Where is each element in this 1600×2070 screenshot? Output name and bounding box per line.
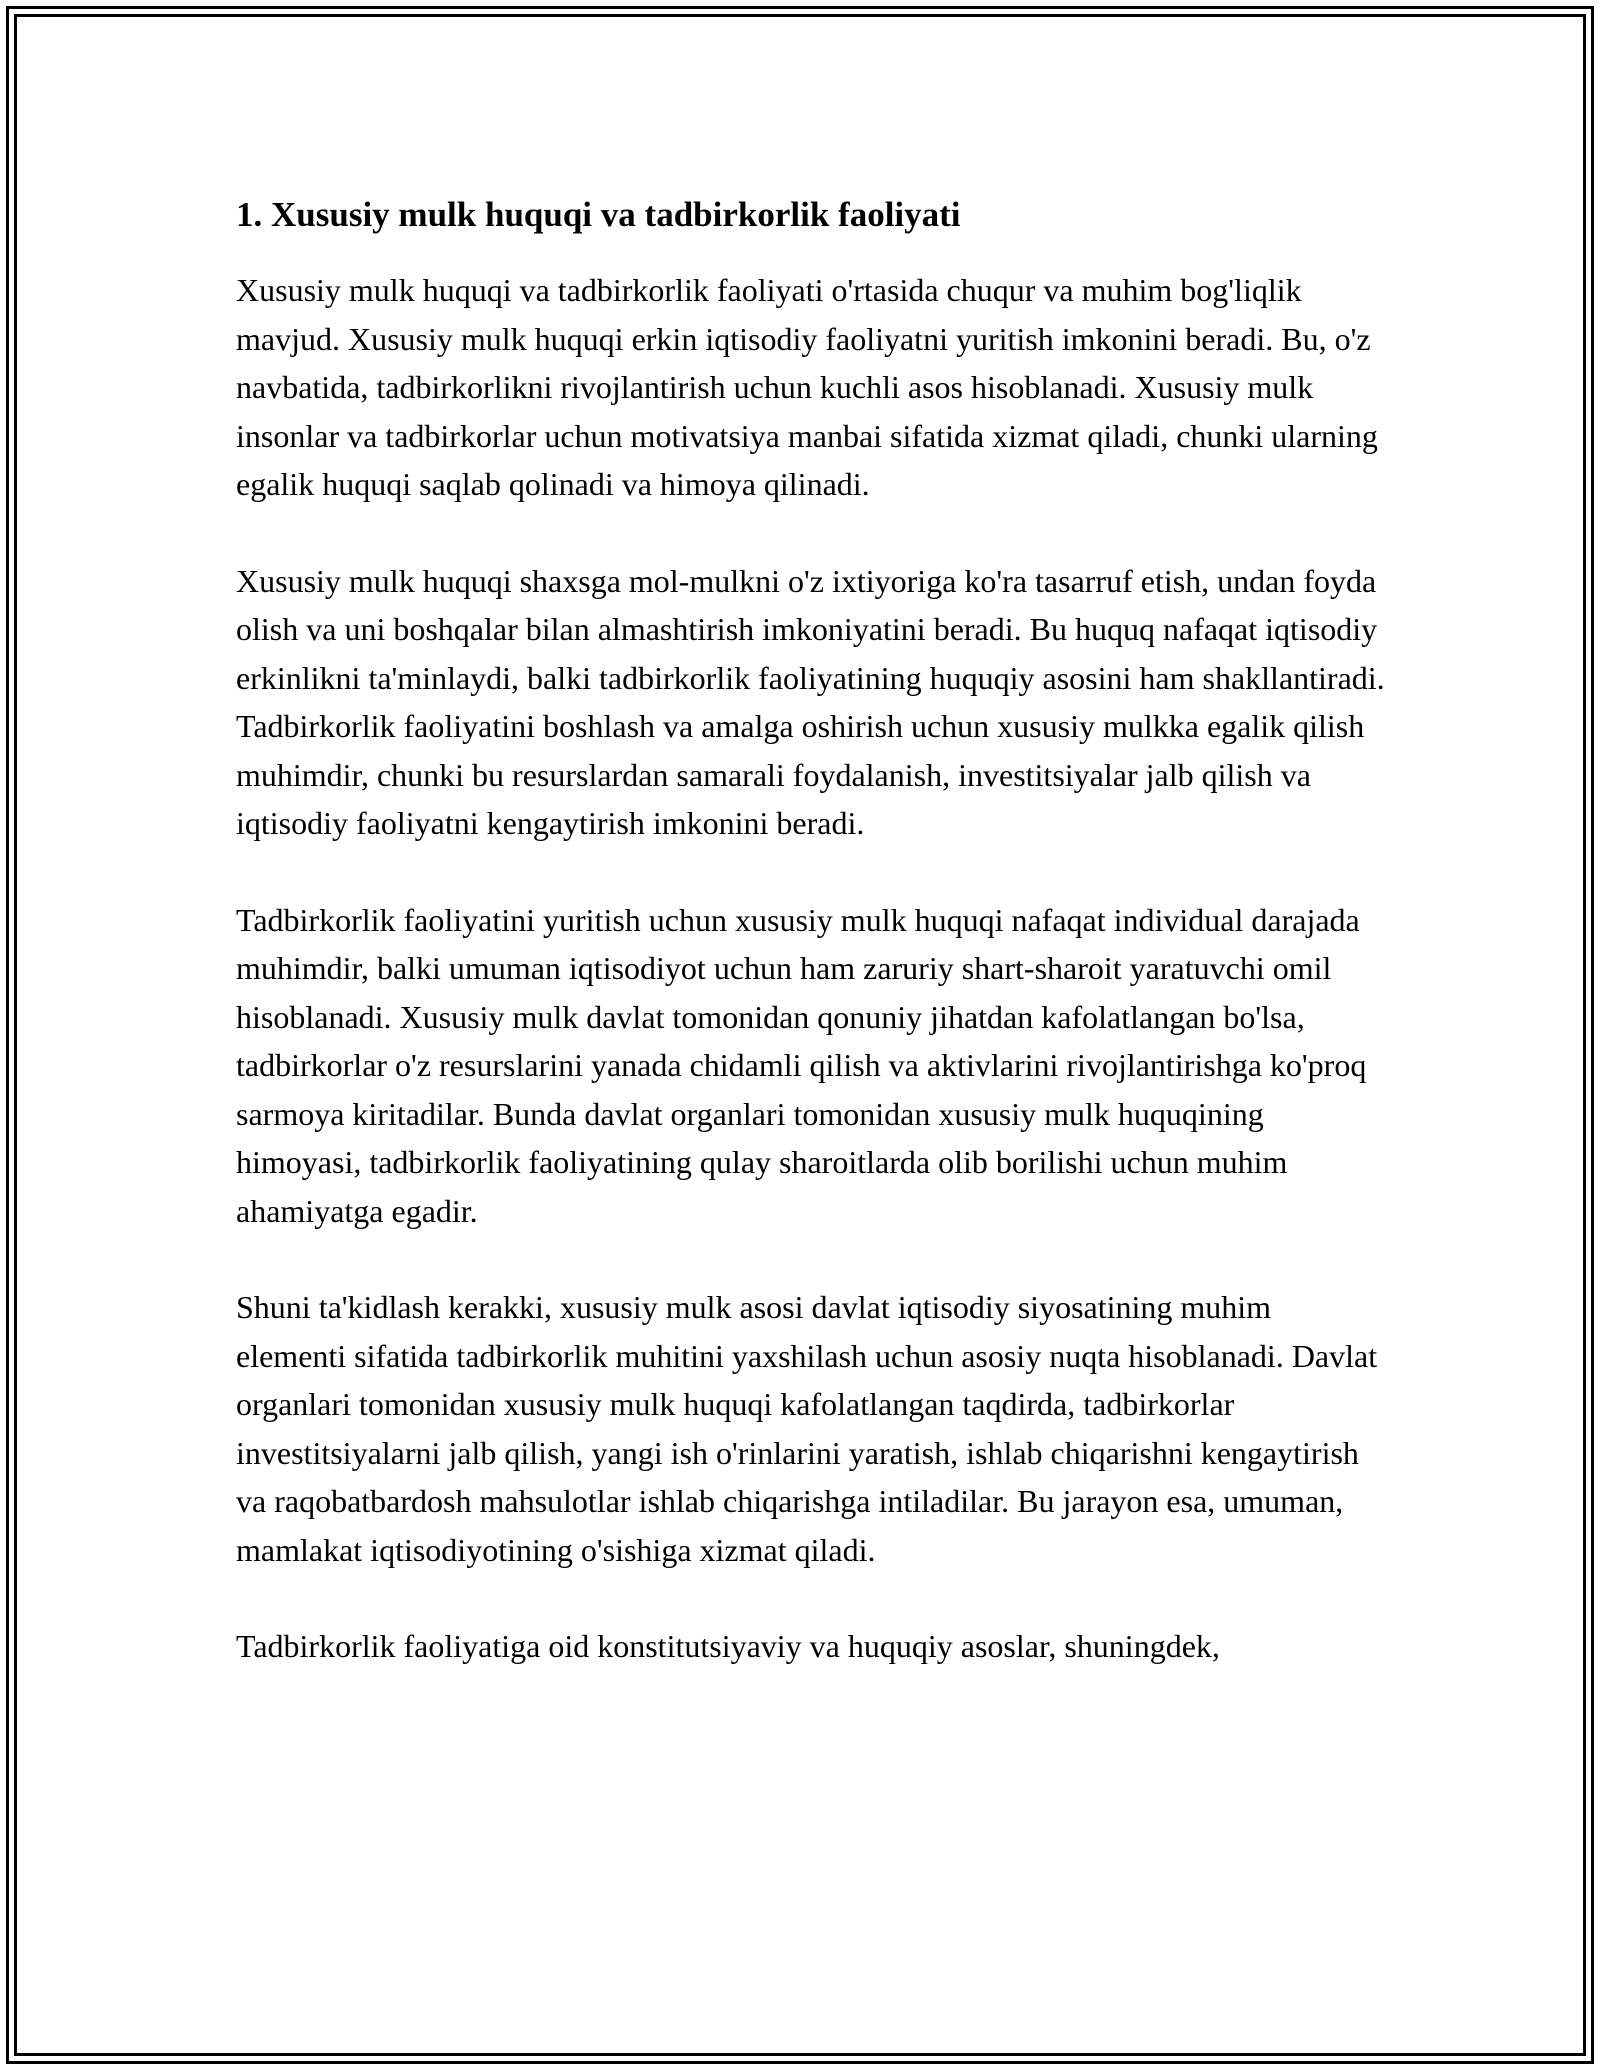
paragraph-1: Xususiy mulk huquqi va tadbirkorlik faoliyati o'rtasida chuqur va muhim bog'liqlik mavjud. Xususiy mulk huquqi erkin iqtisodiy faoliyatni yuritish imkonini beradi. Bu, o'z navbatida, tadbirkorlikni rivojlantirish uchun kuchli asos hisoblanadi. Xususiy mulk insonlar va tadbirkorlar uchun motivatsiya manbai sifatida xizmat qiladi, chunki ularning egalik huquqi saqlab qolinadi va himoya qilinadi.	[236, 272, 1378, 502]
paragraph-2: Xususiy mulk huquqi shaxsga mol-mulkni o'z ixtiyoriga ko'ra tasarruf etish, undan foyda olish va uni boshqalar bilan almashtirish imkoniyatini beradi. Bu huquq nafaqat iqtisodiy erkinlikni ta'minlaydi, balki tadbirkorlik faoliyatining huquqiy asosini ham shakllantiradi. Tadbirkorlik faoliyatini boshlash va amalga oshirish uchun xususiy mulkka egalik qilish muhimdir, chunki bu resurslardan samarali foydalanish, investitsiyalar jalb qilish va iqtisodiy faoliyatni kengaytirish imkonini beradi.	[236, 562, 1385, 841]
paragraph-5: Tadbirkorlik faoliyatiga oid konstitutsiyaviy va huquqiy asoslar, shuningdek,	[236, 1628, 1220, 1664]
section-heading: 1. Xususiy mulk huquqi va tadbirkorlik faoliyati	[236, 195, 961, 234]
paragraph-4: Shuni ta'kidlash kerakki, xususiy mulk asosi davlat iqtisodiy siyosatining muhim elementi sifatida tadbirkorlik muhitini yaxshilash uchun asosiy nuqta hisoblanadi. Davlat organlari tomonidan xususiy mulk huquqi kafolatlangan taqdirda, tadbirkorlar investitsiyalarni jalb qilish, yangi ish o'rinlarini yaratish, ishlab chiqarishni kengaytirish va raqobatbardosh mahsulotlar ishlab chiqarishga intiladilar. Bu jarayon esa, umuman, mamlakat iqtisodiyotining o'sishiga xizmat qiladi.	[236, 1289, 1378, 1568]
paragraph-3: Tadbirkorlik faoliyatini yuritish uchun xususiy mulk huquqi nafaqat individual darajada muhimdir, balki umuman iqtisodiyot uchun ham zaruriy shart-sharoit yaratuvchi omil hisoblanadi. Xususiy mulk davlat tomonidan qonuniy jihatdan kafolatlangan bo'lsa, tadbirkorlar o'z resurslarini yanada chidamli qilish va aktivlarini rivojlantirishga ko'proq sarmoya kiritadilar. Bunda davlat organlari tomonidan xususiy mulk huquqining himoyasi, tadbirkorlik faoliyatining qulay sharoitlarda olib borilishi uchun muhim ahamiyatga egadir.	[236, 901, 1367, 1229]
document-body	[236, 186, 1386, 1671]
